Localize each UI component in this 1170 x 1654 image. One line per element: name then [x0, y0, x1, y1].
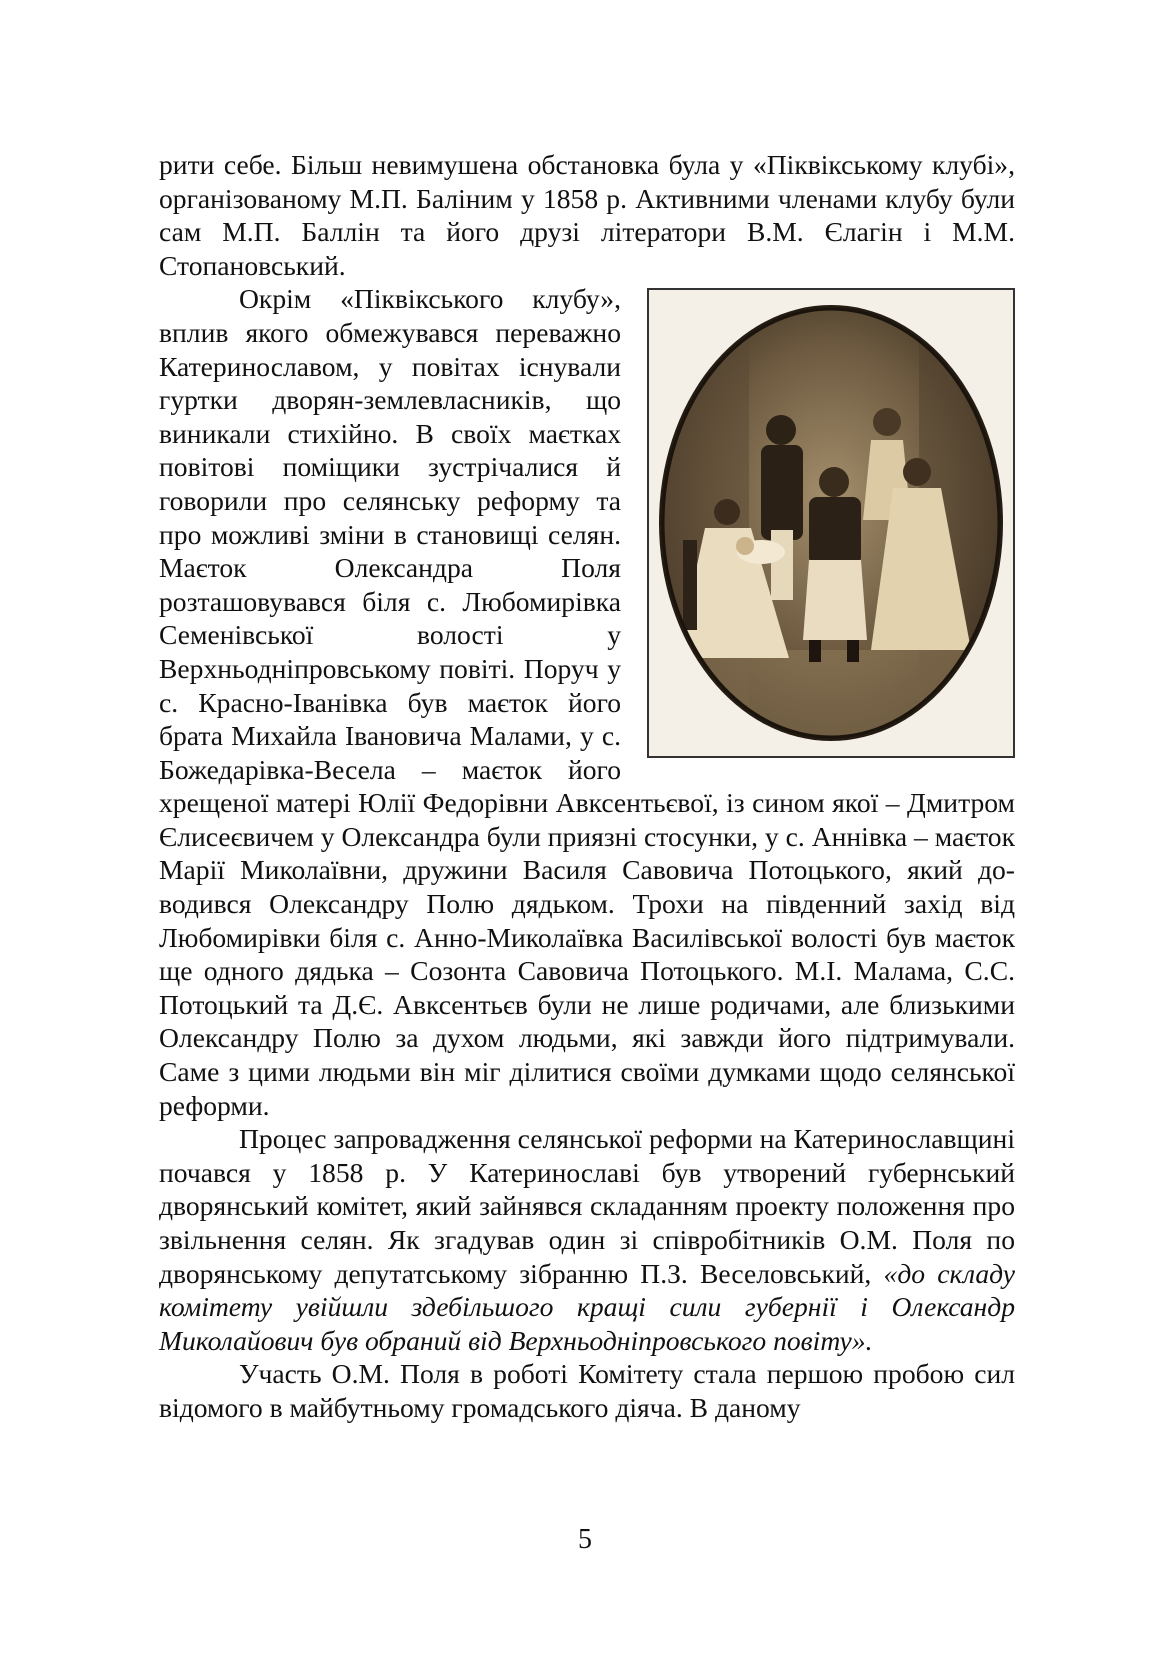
paragraph-4: Участь О.М. Поля в роботі Комітету стала першою пробою сил відомого в майбутньому громадського діяча. В даному: [159, 1358, 1015, 1423]
page-number: 5: [578, 1524, 592, 1555]
paragraph-1: рити себе. Більш невимушена обстановка була у «Піквікському клубі», організованому М.П. Баліним у 1858 р. Активними членами клубу були сам М.П. Баллін та його друзі літератори В.М. Єлагін і М.М. Стопановський.: [159, 149, 1015, 281]
page-body: [159, 148, 1015, 1425]
paragraph-3-quote: «до складу комітету увійшли здебільшого кращі сили губернії і Олександр Миколайович був обраний від Верхньодніпровського повіту».: [159, 1257, 1015, 1356]
paragraph-3-text: Процес запровадження селянської реформи на Катеринославщині почався у 1858 р. У Катеринославі був утворений губернський дворянський комітет, який зайнявся складанням проекту положення про звільнення селян. Як згадував один зі співробітників О.М. Поля по дворянському депутатському зібранню П.З. Веселовський,: [159, 1123, 1015, 1289]
paragraph-3: [159, 1122, 1015, 1357]
paragraph-2: Окрім «Піквікського клубу», вплив якого обмежувався переважно Катеринославом, у повітах існували гуртки дворян-землевласників, що виникали стихійно. В своїх маєтках повітові поміщики зустрічалися й говорили про селянську реформу та про можливі зміни в становищі селян. Маєток Олександра Поля розташовувався біля с. Любомирівка Семенівської волості у Верхньодніпровському повіті. Поруч у с. Красно-Іванівка був маєток його брата Михайла Івановича Малами, у с. Божедарівка-Весела – маєток його хрещеної матері Юлії Федорівни Авксентьєвої, із сином якої – Дмитром Єлисеєвичем у Олександра були приязні стосунки, у с. Аннівка – маєток Марії Миколаївни, дружини Василя Савовича Потоцького, який доводився Олександру Полю дядьком. Трохи на південний захід від Любомирівки біля с. Анно-Миколаївка Василівської волості був маєток ще одного дядька – Созонта Савовича Потоцького. М.І. Малама, С.С. Потоцький та Д.Є. Авксентьєв були не лише родичами, але близькими Олександру Полю за духом людьми, які завжди його підтримували. Саме з цими людьми він міг ділитися своїми думками щодо селянської реформи.: [159, 283, 1015, 1121]
family-photo: [647, 288, 1015, 758]
family-photo-image: [649, 290, 1013, 756]
